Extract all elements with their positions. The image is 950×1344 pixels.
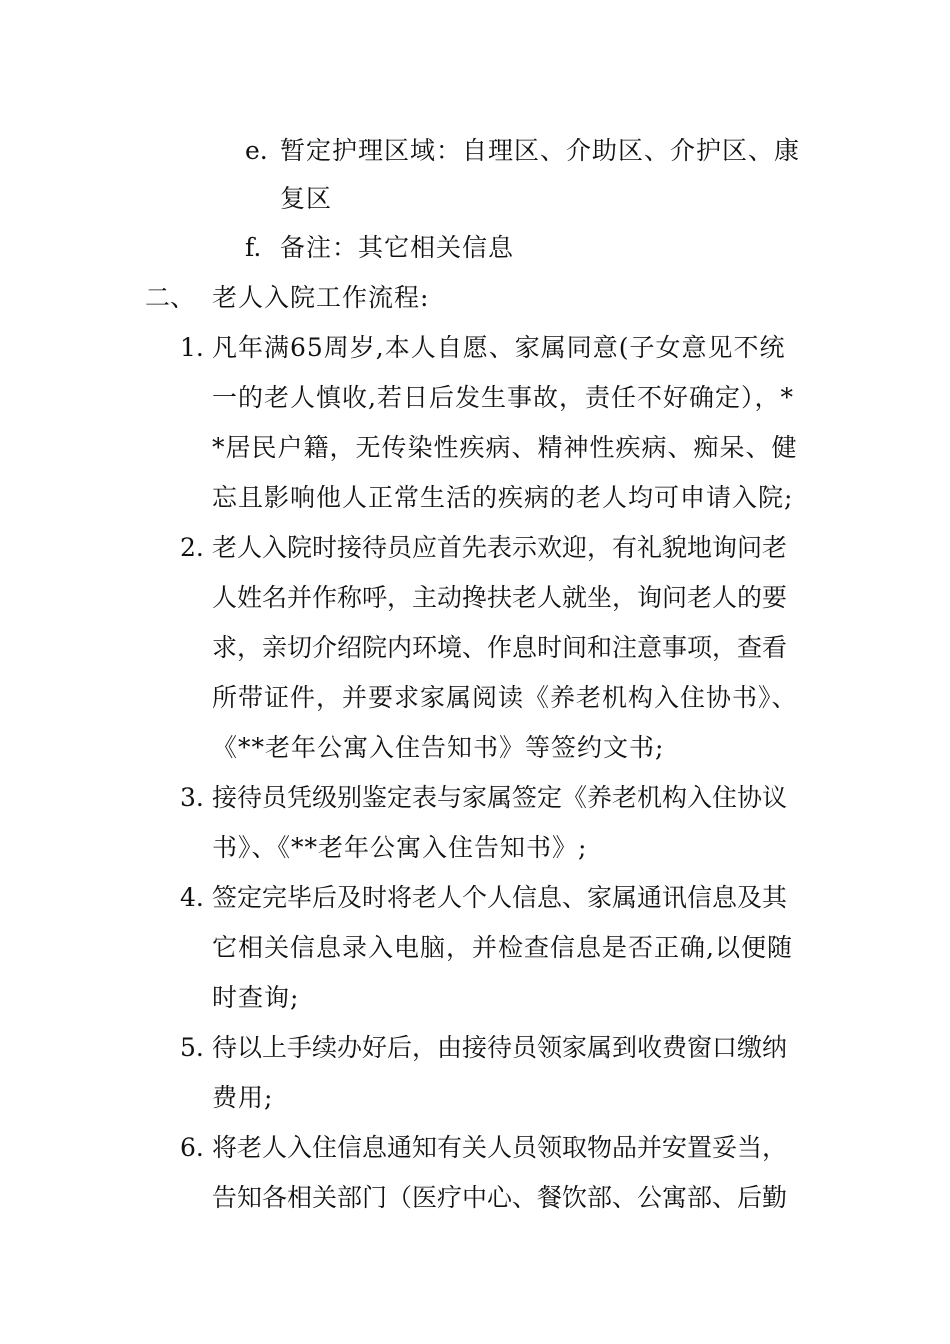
item-2-line-5: 《**老年公寓入住告知书》等签约文书;	[212, 733, 665, 762]
sub-item-e-line-1: 暂定护理区域：自理区、介助区、介护区、康	[280, 136, 801, 165]
item-5-line-1: 待以上手续办好后，由接待员领家属到收费窗口缴纳	[212, 1033, 788, 1062]
item-3-line-2: 书》、《**老年公寓入住告知书》;	[212, 833, 588, 862]
item-4-line-2: 它相关信息录入电脑，并检查信息是否正确,以便随	[212, 933, 793, 962]
item-2-line-4: 所带证件，并要求家属阅读《养老机构入住协书》、	[212, 683, 798, 712]
item-4-line-1: 签定完毕后及时将老人个人信息、家属通讯信息及其	[212, 883, 788, 912]
sub-item-f-line-1: 备注：其它相关信息	[280, 233, 515, 262]
item-1-line-2: 一的老人慎收,若日后发生事故，责任不好确定），*	[212, 383, 794, 412]
item-3-line-1: 接待员凭级别鉴定表与家属签定《养老机构入住协议	[212, 783, 788, 812]
sub-item-e-marker: e.	[245, 136, 268, 165]
item-1-line-3: *居民户籍，无传染性疾病、精神性疾病、痴呆、健	[212, 433, 798, 462]
section-title: 老人入院工作流程:	[212, 283, 430, 312]
item-1-line-4: 忘且影响他人正常生活的疾病的老人均可申请入院;	[212, 483, 794, 512]
item-4-line-3: 时查询;	[212, 983, 300, 1012]
sub-item-f-marker: f.	[245, 233, 262, 262]
item-2-marker: 2.	[180, 533, 204, 562]
item-2-line-3: 求，亲切介绍院内环境、作息时间和注意事项，查看	[212, 633, 788, 662]
item-6-line-1: 将老人入住信息通知有关人员领取物品并安置妥当，	[212, 1133, 788, 1162]
sub-item-e-line-2: 复区	[280, 184, 333, 213]
item-6-marker: 6.	[180, 1133, 204, 1162]
item-5-line-2: 费用;	[212, 1083, 274, 1112]
section-marker: 二、	[145, 283, 196, 312]
item-6-line-2: 告知各相关部门（医疗中心、餐饮部、公寓部、后勤	[212, 1183, 788, 1212]
item-1-marker: 1.	[180, 333, 204, 362]
item-5-marker: 5.	[180, 1033, 204, 1062]
item-1-line-1: 凡年满65周岁,本人自愿、家属同意(子女意见不统	[212, 333, 786, 362]
item-4-marker: 4.	[180, 883, 204, 912]
item-2-line-2: 人姓名并作称呼，主动搀扶老人就坐，询问老人的要	[212, 583, 788, 612]
item-3-marker: 3.	[180, 783, 204, 812]
item-2-line-1: 老人入院时接待员应首先表示欢迎，有礼貌地询问老	[212, 533, 788, 562]
